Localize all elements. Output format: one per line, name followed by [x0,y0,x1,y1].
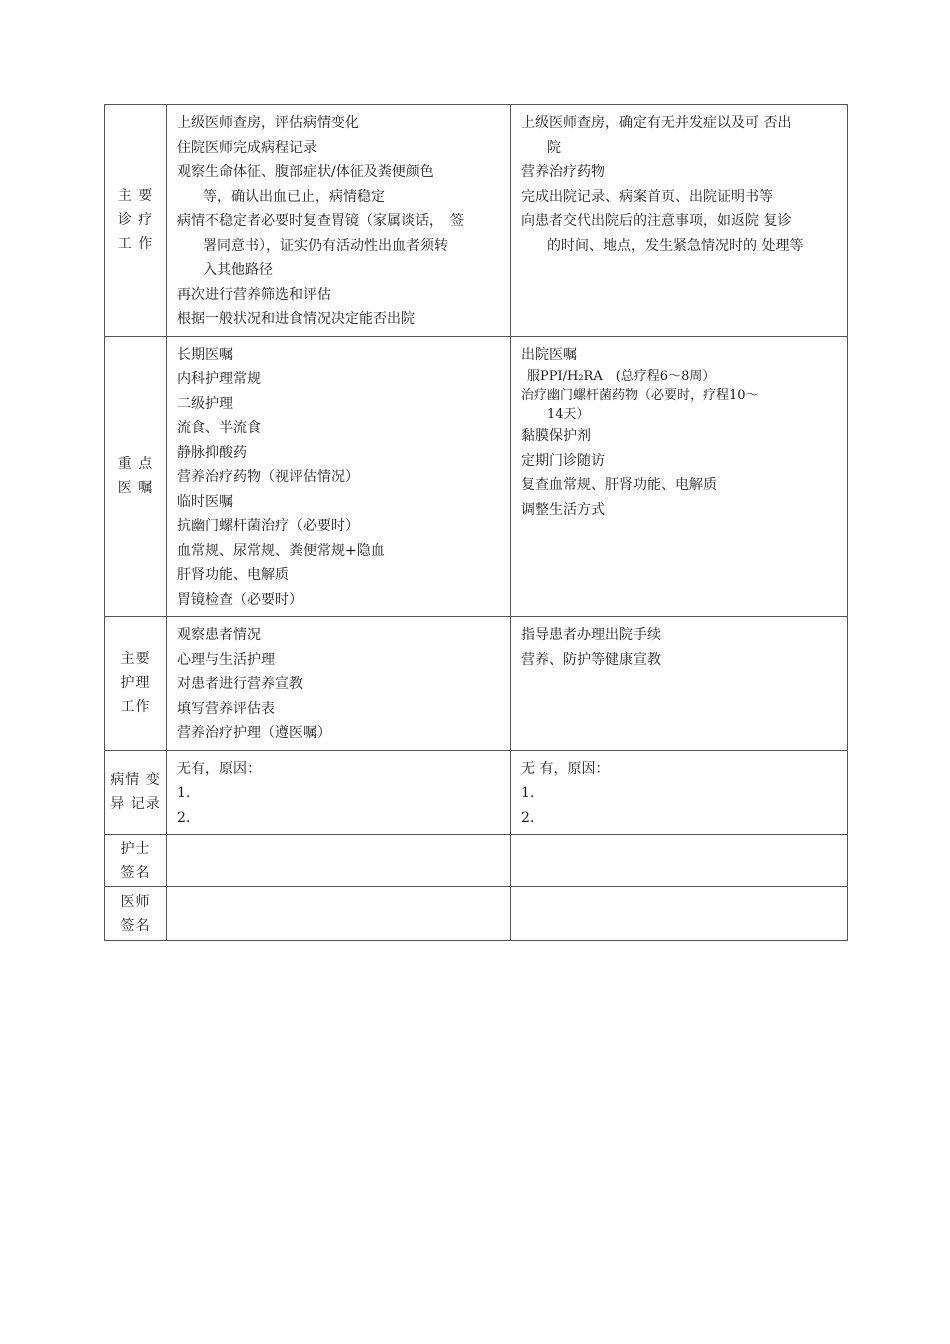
cell-text-line: 营养治疗护理（遵医嘱） [177,725,331,741]
cell-text-line: 2. [521,809,535,826]
cell-text-line: 出院医嘱 [521,346,577,363]
discharge-column-cell [511,336,848,617]
cell-text-line: 无 有，原因： [521,760,610,777]
row-label: 签名 [120,864,151,881]
discharge-column-cell [511,617,848,751]
cell-text-line: 观察患者情况 [177,627,261,643]
table-row [105,750,848,835]
cell-text-line: 入其他路径 [203,262,273,278]
cell-text-line: 治疗幽门螺杆菌药物（必要时，疗程10〜 [521,388,759,403]
row-label: 诊 疗 [117,212,154,229]
cell-text-line: 根据一般状况和进食情况决定能否出院 [177,311,415,327]
cell-text-line: 的时间、地点，发生紧急情况时的 处理等 [547,237,804,254]
discharge-column-cell [511,750,848,835]
row-label: 工作 [120,699,151,716]
cell-text-line: 再次进行营养筛选和评估 [177,286,331,303]
cell-text-line: 署同意书），证实仍有活动性出血者须转 [203,237,448,254]
row-label: 签名 [120,917,151,934]
day-column-cell [167,105,511,337]
row-label-cell [105,887,167,941]
row-label: 异 记录 [110,796,161,813]
cell-text-line: 1. [521,785,535,801]
cell-text-line: 1. [177,785,191,801]
day-column-cell [167,750,511,835]
cell-text-line: 内科护理常规 [177,371,261,387]
table-row [105,105,848,337]
day-column-cell [167,336,511,617]
row-label-cell [105,105,167,337]
row-label: 重 点 [117,456,154,473]
row-label: 病情 变 [110,772,161,789]
cell-text-line: 营养治疗药物 [521,164,605,180]
cell-text-line: 无有，原因： [177,760,261,777]
cell-text-line: 复查血常规、肝肾功能、电解质 [521,477,717,493]
cell-text-line: 心理与生活护理 [177,651,275,668]
cell-text-line: 胃镜检查（必要时） [177,591,303,608]
cell-text-line: 等，确认出血已止，病情稳定 [203,188,385,205]
row-label-cell [105,750,167,835]
cell-text-line: 院 [547,139,561,156]
row-label-cell [105,336,167,617]
cell-text-line: 14天） [547,407,590,422]
day-column-cell [167,835,511,887]
cell-text-line: 二级护理 [177,395,233,412]
cell-text-line: 肝肾功能、电解质 [177,567,289,583]
cell-text-line: 定期门诊随访 [521,452,605,469]
cell-text-line: 静脉抑酸药 [177,444,247,461]
cell-text-line: 流食、半流食 [177,420,261,436]
cell-text-line: 指导患者办理出院手续 [521,627,661,643]
cell-text-line: 调整生活方式 [521,501,605,518]
row-label: 工 作 [117,236,154,253]
cell-text-line: 完成出院记录、病案首页、出院证明书等 [521,188,773,205]
day-column-cell [167,617,511,751]
cell-text-line: 临时医嘱 [177,493,233,510]
cell-text-line: 对患者进行营养宣教 [177,676,303,692]
table-body [105,105,848,941]
row-label: 医 嘱 [117,480,154,497]
table-row [105,336,848,617]
discharge-column-cell [511,887,848,941]
row-label: 护士 [120,840,151,857]
row-label-cell [105,835,167,887]
table-row [105,617,848,751]
row-label: 主要 [120,651,151,668]
cell-text-line: 向患者交代出院后的注意事项，如返院 复诊 [521,213,792,229]
table-row [105,835,848,887]
cell-text-line: 观察生命体征、腹部症状/体征及粪便颜色 [177,164,434,180]
cell-text-line: 住院医师完成病程记录 [177,139,317,156]
clinical-pathway-table [104,104,848,941]
row-label-cell [105,617,167,751]
cell-text-line: 服PPI/H₂RA (总疗程6〜8周） [527,369,716,384]
row-label: 护理 [120,675,151,692]
cell-text-line: 填写营养评估表 [177,700,275,717]
cell-text-line: 上级医师查房，评估病情变化 [177,115,359,131]
table-row [105,887,848,941]
cell-text-line: 黏膜保护剂 [521,428,591,444]
discharge-column-cell [511,105,848,337]
cell-text-line: 病情不稳定者必要时复查胃镜（家属谈话， 签 [177,213,464,229]
cell-text-line: 抗幽门螺杆菌治疗（必要时） [177,518,359,534]
cell-text-line: 2. [177,809,191,826]
day-column-cell [167,887,511,941]
cell-text-line: 营养、防护等健康宣教 [521,651,661,668]
row-label: 主 要 [117,188,154,205]
cell-text-line: 上级医师查房，确定有无并发症以及可 否出 [521,115,792,131]
cell-text-line: 长期医嘱 [177,346,233,363]
discharge-column-cell [511,835,848,887]
cell-text-line: 营养治疗药物（视评估情况） [177,469,359,485]
cell-text-line: 血常规、尿常规、粪便常规+隐血 [177,542,385,559]
row-label: 医师 [120,893,151,910]
